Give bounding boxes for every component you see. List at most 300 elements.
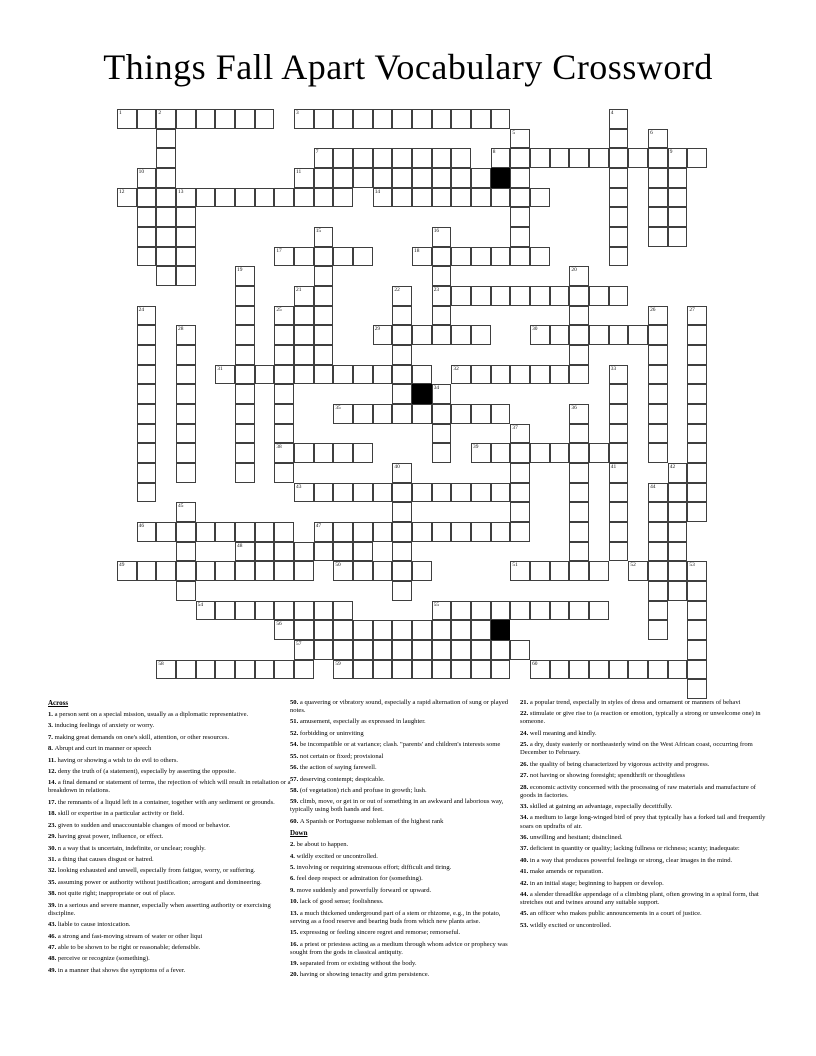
grid-cell: [687, 365, 707, 385]
grid-cell: [255, 522, 275, 542]
grid-cell: [333, 522, 353, 542]
grid-cell: [176, 581, 196, 601]
grid-cell: [609, 463, 629, 483]
grid-cell: [687, 581, 707, 601]
clue-item: 55. not certain or fixed; provisional: [290, 752, 384, 760]
grid-cell: [137, 404, 157, 424]
grid-cell: [648, 306, 668, 326]
grid-cell: [432, 404, 452, 424]
grid-cell: [432, 168, 452, 188]
grid-cell: [432, 660, 452, 680]
clue-item: 33. skilled at gaining an advantage, especially deceitfully.: [520, 803, 673, 811]
grid-cell: [491, 247, 511, 267]
grid-cell: [451, 601, 471, 621]
cell-number: 45: [178, 503, 184, 510]
grid-cell: [235, 345, 255, 365]
grid-cell: [353, 443, 373, 463]
cell-number: 58: [158, 660, 164, 667]
cell-number: 32: [453, 365, 459, 372]
grid-cell: [314, 286, 334, 306]
clue-item: 9. move suddenly and powerfully forward or upward.: [290, 886, 432, 894]
grid-cell: [176, 227, 196, 247]
grid-cell: [412, 109, 432, 129]
grid-cell: [353, 148, 373, 168]
grid-cell: [451, 640, 471, 660]
grid-cell: [274, 561, 294, 581]
cell-number: 40: [394, 464, 400, 471]
grid-cell: [510, 129, 530, 149]
grid-cell: [432, 620, 452, 640]
grid-cell: [255, 365, 275, 385]
clue-item: 25. a dry, dusty easterly or northeasterly wind on the West African coast, occurring from December to February.: [520, 741, 753, 757]
grid-cell: [255, 109, 275, 129]
grid-cell: [687, 345, 707, 365]
grid-cell: [373, 483, 393, 503]
clue-item: 54. be incompatible or at variance; clash. "parents' and children's interests some: [290, 741, 501, 749]
grid-cell: [648, 424, 668, 444]
cell-number: 33: [610, 365, 617, 372]
cell-number: 28: [178, 326, 184, 333]
grid-cell: [471, 660, 491, 680]
cell-number: 54: [197, 601, 204, 608]
grid-cell: [432, 247, 452, 267]
grid-cell: [668, 483, 688, 503]
grid-cell: [274, 660, 294, 680]
grid-cell: [471, 286, 491, 306]
grid-cell: [648, 542, 668, 562]
grid-cell: [294, 542, 314, 562]
clue-item: 17. the remnants of a liquid left in a container, together with any sediment or grounds.: [48, 798, 275, 806]
cell-number: 16: [433, 228, 440, 235]
cell-number: 43: [296, 483, 302, 490]
grid-cell: [589, 148, 609, 168]
cell-number: 60: [532, 660, 538, 667]
grid-cell: [176, 266, 196, 286]
clue-item: 44. a slender threadlike appendage of a climbing plant, often growing in a spiral form, that stretches out and twines around any suitable support.: [520, 891, 759, 907]
grid-cell: [353, 109, 373, 129]
grid-cell: [451, 109, 471, 129]
grid-cell: [392, 325, 412, 345]
grid-cell: [412, 660, 432, 680]
grid-cell: [530, 601, 550, 621]
grid-cell: [451, 522, 471, 542]
grid-cell: [510, 522, 530, 542]
grid-cell: [294, 640, 314, 660]
clue-item: 51. amusement, especially as expressed in laughter.: [290, 718, 426, 726]
grid-cell: [176, 384, 196, 404]
grid-cell: [491, 404, 511, 424]
cell-number: 24: [138, 306, 145, 313]
grid-cell: [215, 188, 235, 208]
grid-cell: [373, 620, 393, 640]
grid-cell: [294, 286, 314, 306]
grid-cell: [451, 404, 471, 424]
grid-cell: [294, 306, 314, 326]
grid-cell: [412, 561, 432, 581]
grid-cell: [510, 640, 530, 660]
grid-cell: [687, 561, 707, 581]
grid-cell: [392, 502, 412, 522]
clue-item: 1. a person sent on a special mission, usually as a diplomatic representative.: [48, 710, 249, 718]
cell-number: 27: [689, 306, 695, 313]
grid-cell: [333, 365, 353, 385]
grid-cell: [373, 109, 393, 129]
grid-cell: [274, 306, 294, 326]
clue-item: 11. having or showing a wish to do evil to others.: [48, 756, 179, 764]
grid-cell: [530, 443, 550, 463]
clue-item: 20. having or showing tenacity and grim persistence.: [290, 971, 430, 979]
page-title: Things Fall Apart Vocabulary Crossword: [103, 47, 713, 87]
grid-cell: [491, 601, 511, 621]
grid-cell: [648, 581, 668, 601]
grid-cell: [432, 384, 452, 404]
grid-cell: [235, 286, 255, 306]
grid-cell: [589, 601, 609, 621]
grid-cell: [235, 188, 255, 208]
grid-cell: [392, 188, 412, 208]
grid-cell: [392, 365, 412, 385]
grid-cell: [569, 345, 589, 365]
cell-number: 52: [630, 562, 636, 569]
clue-item: 46. a strong and fast-moving stream of water or other liqui: [48, 932, 203, 940]
clue-item: 31. a thing that causes disgust or hatred.: [48, 856, 154, 864]
cell-number: 8: [492, 149, 496, 156]
grid-cell: [373, 188, 393, 208]
clue-item: 19. separated from or existing without the body.: [290, 960, 417, 968]
grid-cell: [550, 148, 570, 168]
grid-cell: [156, 660, 176, 680]
clue-item: 22. stimulate or give rise to (a reaction or emotion, typically a strong or unwelcome one) in someone.: [520, 710, 761, 726]
grid-cell: [471, 404, 491, 424]
grid-cell: [668, 168, 688, 188]
grid-cell: [648, 168, 668, 188]
clue-item: 7. making great demands on one's skill, attention, or other resources.: [48, 733, 230, 741]
grid-cell: [491, 660, 511, 680]
clue-item: 18. skill or expertise in a particular activity or field.: [48, 810, 185, 818]
grid-cell: [274, 325, 294, 345]
grid-cell: [235, 325, 255, 345]
black-cell: [491, 620, 511, 640]
cell-number: 53: [689, 562, 695, 569]
grid-cell: [176, 325, 196, 345]
grid-cell: [176, 561, 196, 581]
grid-cell: [451, 325, 471, 345]
cell-number: 11: [296, 169, 302, 175]
grid-cell: [510, 365, 530, 385]
grid-cell: [648, 227, 668, 247]
grid-cell: [137, 384, 157, 404]
grid-cell: [451, 286, 471, 306]
grid-cell: [392, 306, 412, 326]
grid-cell: [274, 188, 294, 208]
cell-number: 57: [296, 641, 302, 648]
grid-cell: [353, 483, 373, 503]
grid-cell: [648, 660, 668, 680]
clue-item: 40. in a way that produces powerful feelings or strong, clear images in the mind.: [520, 856, 733, 864]
grid-cell: [471, 168, 491, 188]
grid-cell: [235, 542, 255, 562]
cell-number: 20: [571, 267, 577, 274]
cell-number: 56: [276, 621, 282, 628]
grid-cell: [255, 188, 275, 208]
grid-cell: [314, 483, 334, 503]
clue-item: 21. a popular trend, especially in styles of dress and ornament or manners of behavi: [520, 699, 741, 706]
grid-cell: [294, 601, 314, 621]
grid-cell: [569, 306, 589, 326]
grid-cell: [569, 148, 589, 168]
grid-cell: [471, 188, 491, 208]
grid-cell: [255, 561, 275, 581]
grid-cell: [294, 109, 314, 129]
grid-cell: [333, 620, 353, 640]
grid-cell: [648, 365, 668, 385]
grid-cell: [412, 522, 432, 542]
grid-cell: [432, 306, 452, 326]
grid-cell: [609, 325, 629, 345]
grid-cell: [471, 443, 491, 463]
grid-cell: [215, 561, 235, 581]
cell-number: 5: [512, 129, 516, 136]
grid-cell: [648, 148, 668, 168]
grid-cell: [156, 247, 176, 267]
grid-cell: [668, 542, 688, 562]
grid-cell: [392, 148, 412, 168]
cell-number: 39: [473, 444, 479, 451]
grid-cell: [628, 148, 648, 168]
grid-cell: [274, 247, 294, 267]
clue-item: 50. a quavering or vibratory sound, especially a rapid alternation of sung or played notes.: [290, 699, 509, 715]
grid-cell: [668, 188, 688, 208]
grid-cell: [609, 384, 629, 404]
grid-cell: [333, 404, 353, 424]
grid-cell: [668, 561, 688, 581]
grid-cell: [235, 463, 255, 483]
cell-number: 22: [394, 287, 400, 294]
grid-cell: [432, 522, 452, 542]
grid-cell: [255, 660, 275, 680]
grid-cell: [510, 168, 530, 188]
grid-cell: [314, 306, 334, 326]
grid-cell: [589, 561, 609, 581]
grid-cell: [687, 306, 707, 326]
cell-number: 31: [217, 365, 223, 372]
grid-cell: [392, 522, 412, 542]
grid-cell: [373, 365, 393, 385]
cell-number: 30: [532, 326, 538, 333]
grid-cell: [668, 463, 688, 483]
grid-cell: [510, 483, 530, 503]
grid-cell: [117, 561, 137, 581]
grid-cell: [569, 266, 589, 286]
grid-cell: [432, 109, 452, 129]
grid-cell: [569, 542, 589, 562]
black-cell: [491, 168, 511, 188]
grid-cell: [668, 227, 688, 247]
grid-cell: [550, 561, 570, 581]
grid-cell: [137, 247, 157, 267]
grid-cell: [176, 522, 196, 542]
grid-cell: [274, 424, 294, 444]
grid-cell: [176, 365, 196, 385]
cell-number: 47: [315, 523, 322, 530]
grid-cell: [117, 109, 137, 129]
grid-cell: [235, 660, 255, 680]
grid-cell: [432, 483, 452, 503]
clue-item: 16. a priest or priestess acting as a medium through whom advice or prophecy was sought from the gods in classical antiquity.: [290, 940, 508, 956]
grid-cell: [137, 168, 157, 188]
grid-cell: [491, 365, 511, 385]
grid-cell: [530, 188, 550, 208]
grid-cell: [333, 542, 353, 562]
grid-cell: [530, 660, 550, 680]
clue-item: 29. having great power, influence, or effect.: [48, 833, 164, 841]
cell-number: 42: [669, 464, 676, 471]
grid-cell: [648, 561, 668, 581]
clue-item: 49. in a manner that shows the symptoms of a fever.: [48, 966, 186, 974]
grid-cell: [609, 247, 629, 267]
grid-cell: [235, 424, 255, 444]
grid-cell: [432, 640, 452, 660]
grid-cell: [648, 601, 668, 621]
grid-cell: [274, 345, 294, 365]
grid-cell: [569, 325, 589, 345]
grid-cell: [609, 286, 629, 306]
grid-cell: [294, 188, 314, 208]
grid-cell: [648, 620, 668, 640]
grid-cell: [471, 483, 491, 503]
grid-cell: [510, 227, 530, 247]
grid-cell: [569, 483, 589, 503]
grid-cell: [668, 581, 688, 601]
cell-number: 26: [650, 306, 656, 313]
grid-cell: [412, 148, 432, 168]
grid-cell: [156, 129, 176, 149]
clue-column-2: [290, 699, 520, 983]
clue-item: 37. deficient in quantity or quality; lacking fullness or richness; scanty; inadequate:: [520, 845, 740, 853]
grid-cell: [333, 561, 353, 581]
cell-number: 50: [335, 562, 341, 569]
grid-cell: [609, 502, 629, 522]
grid-cell: [392, 620, 412, 640]
grid-cell: [609, 542, 629, 562]
grid-cell: [176, 109, 196, 129]
grid-cell: [156, 168, 176, 188]
grid-cell: [668, 207, 688, 227]
cell-number: 17: [276, 247, 282, 254]
clue-item: 23. given to sudden and unaccountable changes of mood or behavior.: [48, 821, 231, 829]
grid-cell: [392, 168, 412, 188]
grid-cell: [687, 502, 707, 522]
grid-cell: [255, 601, 275, 621]
grid-cell: [294, 443, 314, 463]
grid-cell: [196, 188, 216, 208]
grid-cell: [471, 620, 491, 640]
grid-cell: [314, 109, 334, 129]
clue-item: 12. deny the truth of (a statement), especially by asserting the opposite.: [48, 768, 236, 776]
grid-cell: [196, 660, 216, 680]
grid-cell: [156, 561, 176, 581]
grid-cell: [274, 542, 294, 562]
grid-cell: [215, 601, 235, 621]
grid-cell: [550, 443, 570, 463]
clue-item: 2. be about to happen.: [290, 841, 349, 849]
grid-cell: [609, 148, 629, 168]
grid-cell: [137, 522, 157, 542]
grid-cell: [648, 522, 668, 542]
cell-number: 35: [335, 405, 341, 412]
cell-number: 51: [512, 562, 518, 569]
grid-cell: [451, 365, 471, 385]
grid-cell: [392, 345, 412, 365]
grid-cell: [294, 561, 314, 581]
grid-cell: [687, 424, 707, 444]
grid-cell: [392, 404, 412, 424]
grid-cell: [530, 325, 550, 345]
grid-cell: [451, 483, 471, 503]
grid-cell: [314, 247, 334, 267]
cell-number: 9: [669, 149, 673, 156]
grid-cell: [491, 188, 511, 208]
grid-cell: [333, 640, 353, 660]
clue-item: 35. assuming power or authority without justification; arrogant and domineering.: [48, 878, 262, 886]
cell-number: 25: [276, 306, 282, 313]
grid-cell: [196, 522, 216, 542]
grid-cell: [314, 640, 334, 660]
grid-cell: [137, 345, 157, 365]
grid-cell: [609, 188, 629, 208]
clue-item: 59. climb, move, or get in or out of something in an awkward and laborious way, typically using both hands and feet.: [290, 798, 504, 814]
grid-cell: [569, 601, 589, 621]
grid-cell: [451, 247, 471, 267]
grid-cell: [176, 443, 196, 463]
grid-cell: [137, 483, 157, 503]
black-cell: [412, 384, 432, 404]
grid-cell: [156, 266, 176, 286]
grid-cell: [510, 463, 530, 483]
cell-number: 46: [138, 523, 145, 530]
grid-cell: [510, 601, 530, 621]
grid-cell: [176, 502, 196, 522]
grid-cell: [137, 207, 157, 227]
grid-cell: [687, 148, 707, 168]
grid-cell: [215, 109, 235, 129]
grid-cell: [609, 365, 629, 385]
grid-cell: [569, 522, 589, 542]
grid-cell: [353, 660, 373, 680]
grid-cell: [569, 404, 589, 424]
grid-cell: [196, 109, 216, 129]
cell-number: 34: [433, 385, 440, 392]
clue-item: 38. not quite right; inappropriate or out of place.: [48, 890, 176, 898]
grid-cell: [510, 188, 530, 208]
grid-cell: [510, 286, 530, 306]
grid-cell: [569, 365, 589, 385]
grid-cell: [451, 188, 471, 208]
clue-item: 28. economic activity concerned with the processing of raw materials and manufacture of goods in factories.: [520, 783, 757, 799]
grid-cell: [491, 640, 511, 660]
grid-cell: [373, 522, 393, 542]
grid-cell: [609, 443, 629, 463]
grid-cell: [156, 227, 176, 247]
grid-cell: [353, 168, 373, 188]
grid-cell: [510, 561, 530, 581]
grid-cell: [235, 443, 255, 463]
clue-item: 3. inducing feelings of anxiety or worry.: [48, 722, 155, 730]
grid-cell: [510, 502, 530, 522]
grid-cell: [550, 660, 570, 680]
clue-item: 53. wildly excited or uncontrolled.: [520, 921, 612, 929]
grid-cell: [137, 188, 157, 208]
